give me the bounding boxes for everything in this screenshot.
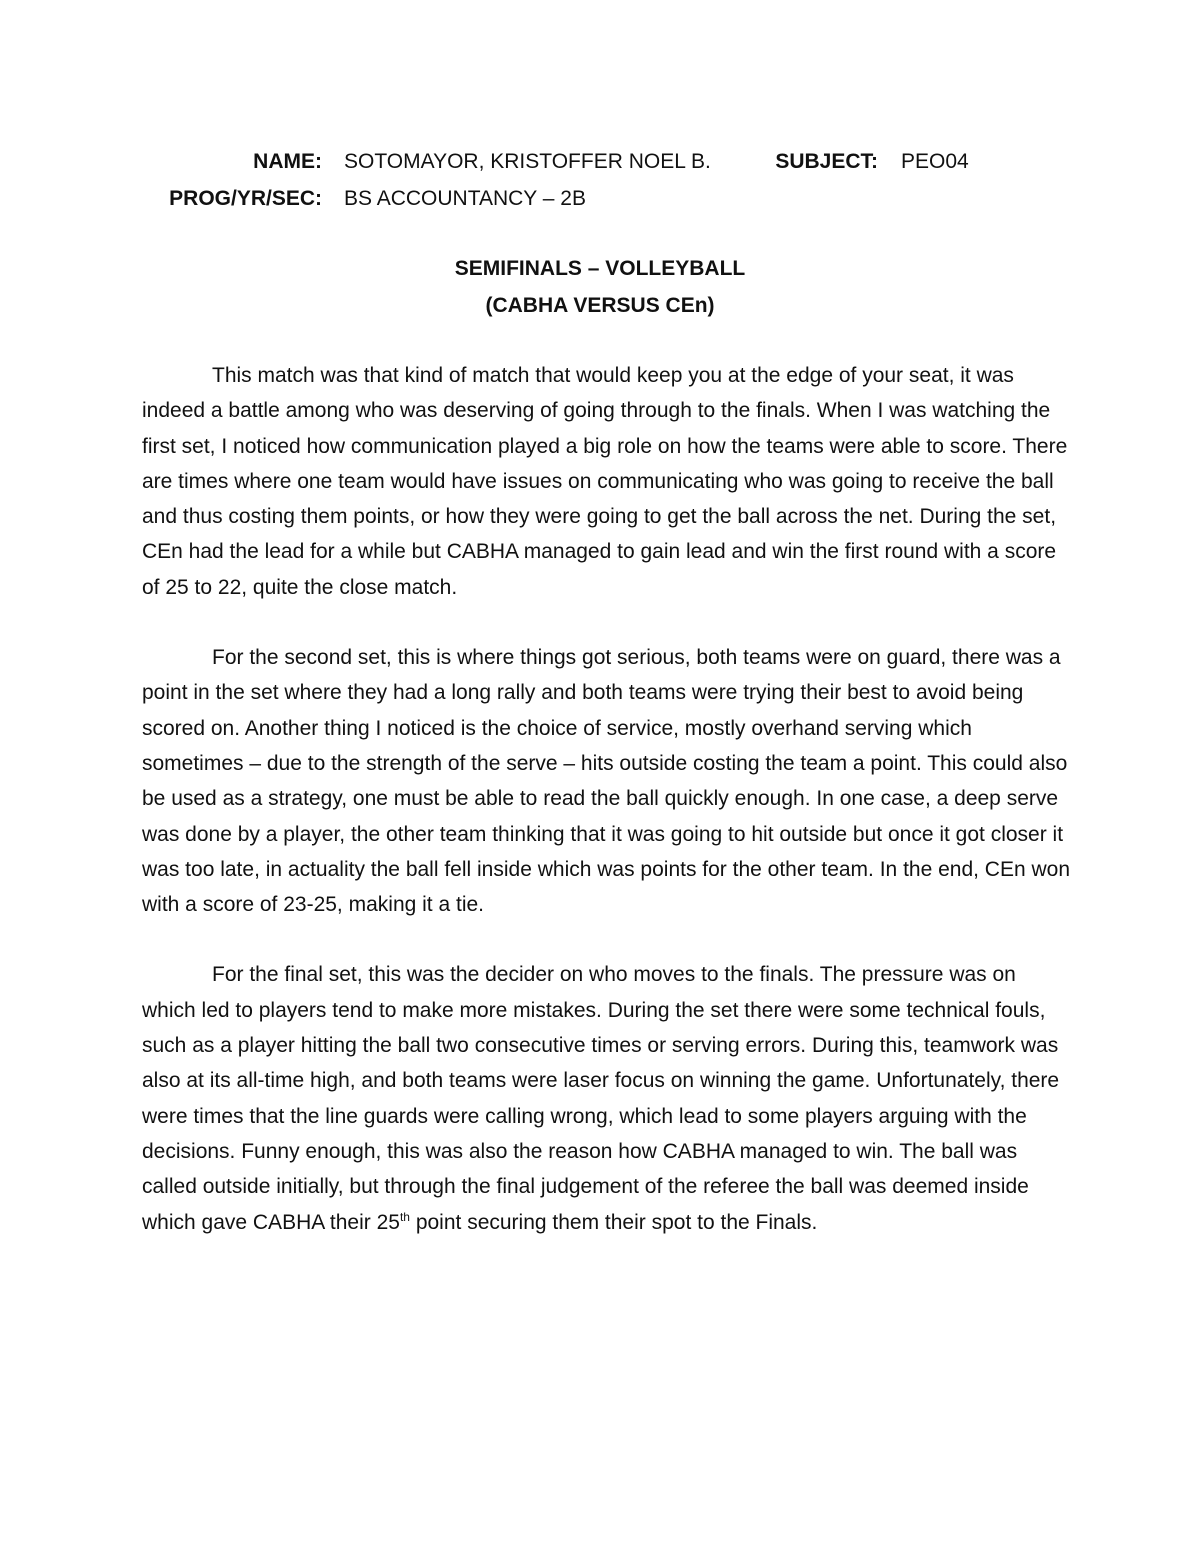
subject-value: PEO04 bbox=[901, 150, 969, 173]
name-label: NAME: bbox=[253, 150, 322, 173]
ordinal-superscript: th bbox=[399, 1209, 410, 1224]
paragraph-second-set: For the second set, this is where things got serious, both teams were on guard, there was a point in the set where they had a long rally and both teams were trying their best to avoid being scored on. Another thing I noticed is the choice of service, mostly overhand serving which sometimes – due to the strength of the serve – hits outside costing the team a point. This could also be used as a strategy, one must be able to read the ball quickly enough. In one case, a deep serve was done by a player, the other team thinking that it was going to hit outside but once it got closer it was too late, in actuality the ball fell inside which was points for the other team. In the end, CEn won with a score of 23-25, making it a tie. bbox=[142, 646, 1071, 917]
prog-label: PROG/YR/SEC: bbox=[169, 187, 322, 210]
prog-value: BS ACCOUNTANCY – 2B bbox=[344, 187, 586, 210]
paragraph-final-set-text: For the final set, this was the decider on who moves to the finals. The pressure was on which led to players tend to make more mistakes. During the set there were some technical fouls, such as a player hitting the ball two consecutive times or serving errors. During this, teamwork was also at its all-time high, and both teams were laser focus on winning the game. Unfortunately, there were times that the line guards were calling wrong, which lead to some players arguing with the decisions. Funny enough, this was also the reason how CABHA managed to win. The ball was called outside initially, but through the final judgement of the referee the ball was deemed inside which gave CABHA their 25 bbox=[142, 963, 1060, 1234]
paragraph-final-set-end: point securing them their spot to the Finals. bbox=[409, 1210, 818, 1234]
subject-label: SUBJECT: bbox=[775, 150, 878, 173]
name-value: SOTOMAYOR, KRISTOFFER NOEL B. bbox=[344, 150, 711, 173]
essay-body bbox=[142, 358, 1072, 1240]
document-title: SEMIFINALS – VOLLEYBALL bbox=[454, 257, 746, 280]
paragraph-first-set: This match was that kind of match that would keep you at the edge of your seat, it was indeed a battle among who was deserving of going through to the finals. When I was watching the first set, I noticed how communication played a big role on how the teams were able to score. There are times where one team would have issues on communicating who was going to receive the ball and thus costing them points, or how they were going to get the ball across the net. During the set, CEn had the lead for a while but CABHA managed to gain lead and win the first round with a score of 25 to 22, quite the close match. bbox=[142, 364, 1068, 599]
paragraph-final-set bbox=[142, 957, 1072, 1239]
document-subtitle: (CABHA VERSUS CEn) bbox=[485, 294, 715, 317]
